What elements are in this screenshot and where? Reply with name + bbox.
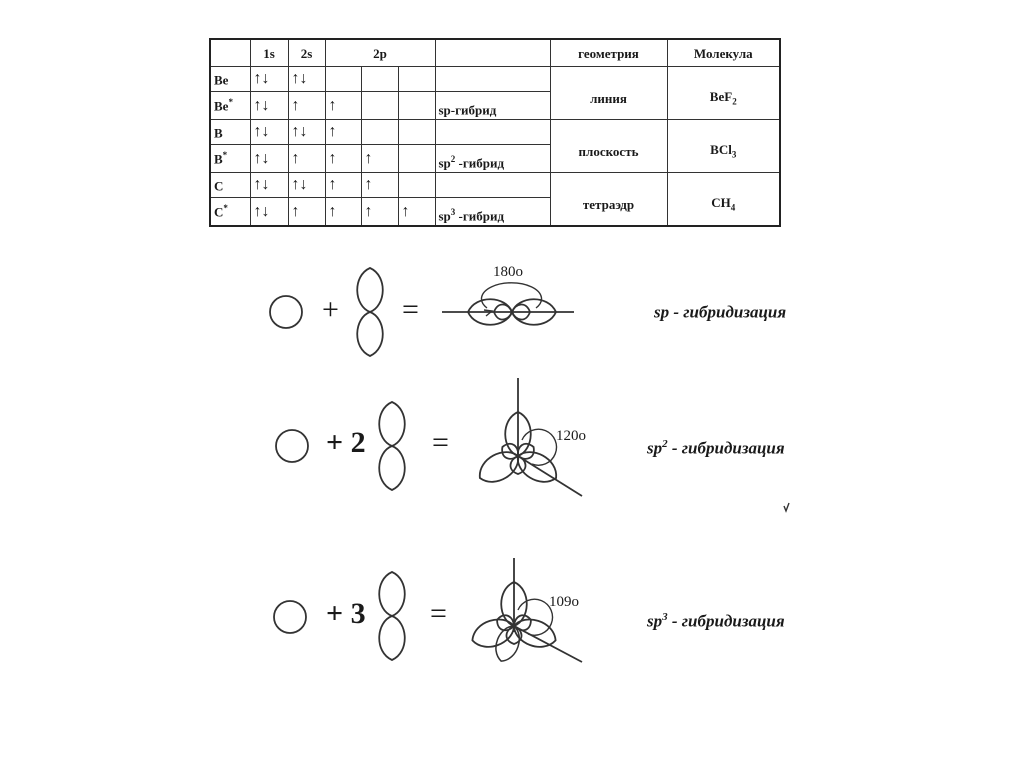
orbital-2py: ↑ [361,198,398,227]
molecule-cell: $CH_4$ [667,173,780,227]
orbital-1s: ↑↓ [250,92,288,120]
element-cell: B [210,120,250,145]
angle-label: 180o [493,264,523,280]
angle-label: 109o [549,594,579,610]
angle-label: 120o [556,428,586,444]
element-cell: Be* [210,92,250,120]
hybrid-cell: $sp^3$ -гибрид [435,198,550,227]
header-2p: 2p [325,39,435,67]
orbital-2py: ↑ [361,173,398,198]
hybrid-cell: $sp^2$ -гибрид [435,145,550,173]
equals-sign: = [402,293,419,326]
caption-sp3: $sp^3$ - гибридизация [647,611,785,631]
orbital-2px: ↑ [325,145,361,173]
orbital-2s: ↑↓ [288,173,325,198]
orbital-1s: ↑↓ [250,67,288,92]
geometry-cell: линия [550,67,667,120]
p-orbital-icon [379,402,405,490]
orbital-2px: ↑ [325,198,361,227]
hybrid-cell: sp-гибрид [435,92,550,120]
element-cell: C [210,173,250,198]
orbital-2s: ↑ [288,198,325,227]
orbital-2px: ↑ [325,92,361,120]
equals-sign: = [432,426,449,459]
element-cell: C* [210,198,250,227]
orbital-1s: ↑↓ [250,145,288,173]
header-molecule: Молекула [667,39,780,67]
header-1s: 1s [250,39,288,67]
plus-sign: + [322,293,339,326]
sp3-hybrid-orbital-icon [468,558,582,665]
s-orbital-icon [274,601,306,633]
orbital-2s: ↑↓ [288,120,325,145]
molecule-cell: BeF$_2$ [667,67,780,120]
header-2s: 2s [288,39,325,67]
orbital-2s: ↑ [288,92,325,120]
p-orbital-icon [379,572,405,660]
geometry-cell: плоскость [550,120,667,173]
header-geometry: геометрия [550,39,667,67]
orbital-1s: ↑↓ [250,120,288,145]
plus-sign: + 3 [326,597,366,630]
orbital-2pz: ↑ [398,198,435,227]
orbital-1s: ↑↓ [250,198,288,227]
plus-sign: + 2 [326,426,366,459]
caption-sp2: $sp^2$ - гибридизация [647,438,785,458]
caption-sp: sp - гибридизация [654,302,787,322]
orbital-2px: ↑ [325,120,361,145]
element-cell: Be [210,67,250,92]
orbital-1s: ↑↓ [250,173,288,198]
geometry-cell: тетраэдр [550,173,667,227]
orbital-2s: ↑ [288,145,325,173]
orbital-2py: ↑ [361,145,398,173]
molecule-cell: BCl$_3$ [667,120,780,173]
equals-sign: = [430,597,447,630]
orbital-2s: ↑↓ [288,67,325,92]
s-orbital-icon [270,296,302,328]
orbital-2px: ↑ [325,173,361,198]
sp-hybrid-orbital-icon [442,283,574,325]
p-orbital-icon [357,268,383,356]
stray-mark [784,503,789,511]
element-cell: B* [210,145,250,173]
s-orbital-icon [276,430,308,462]
